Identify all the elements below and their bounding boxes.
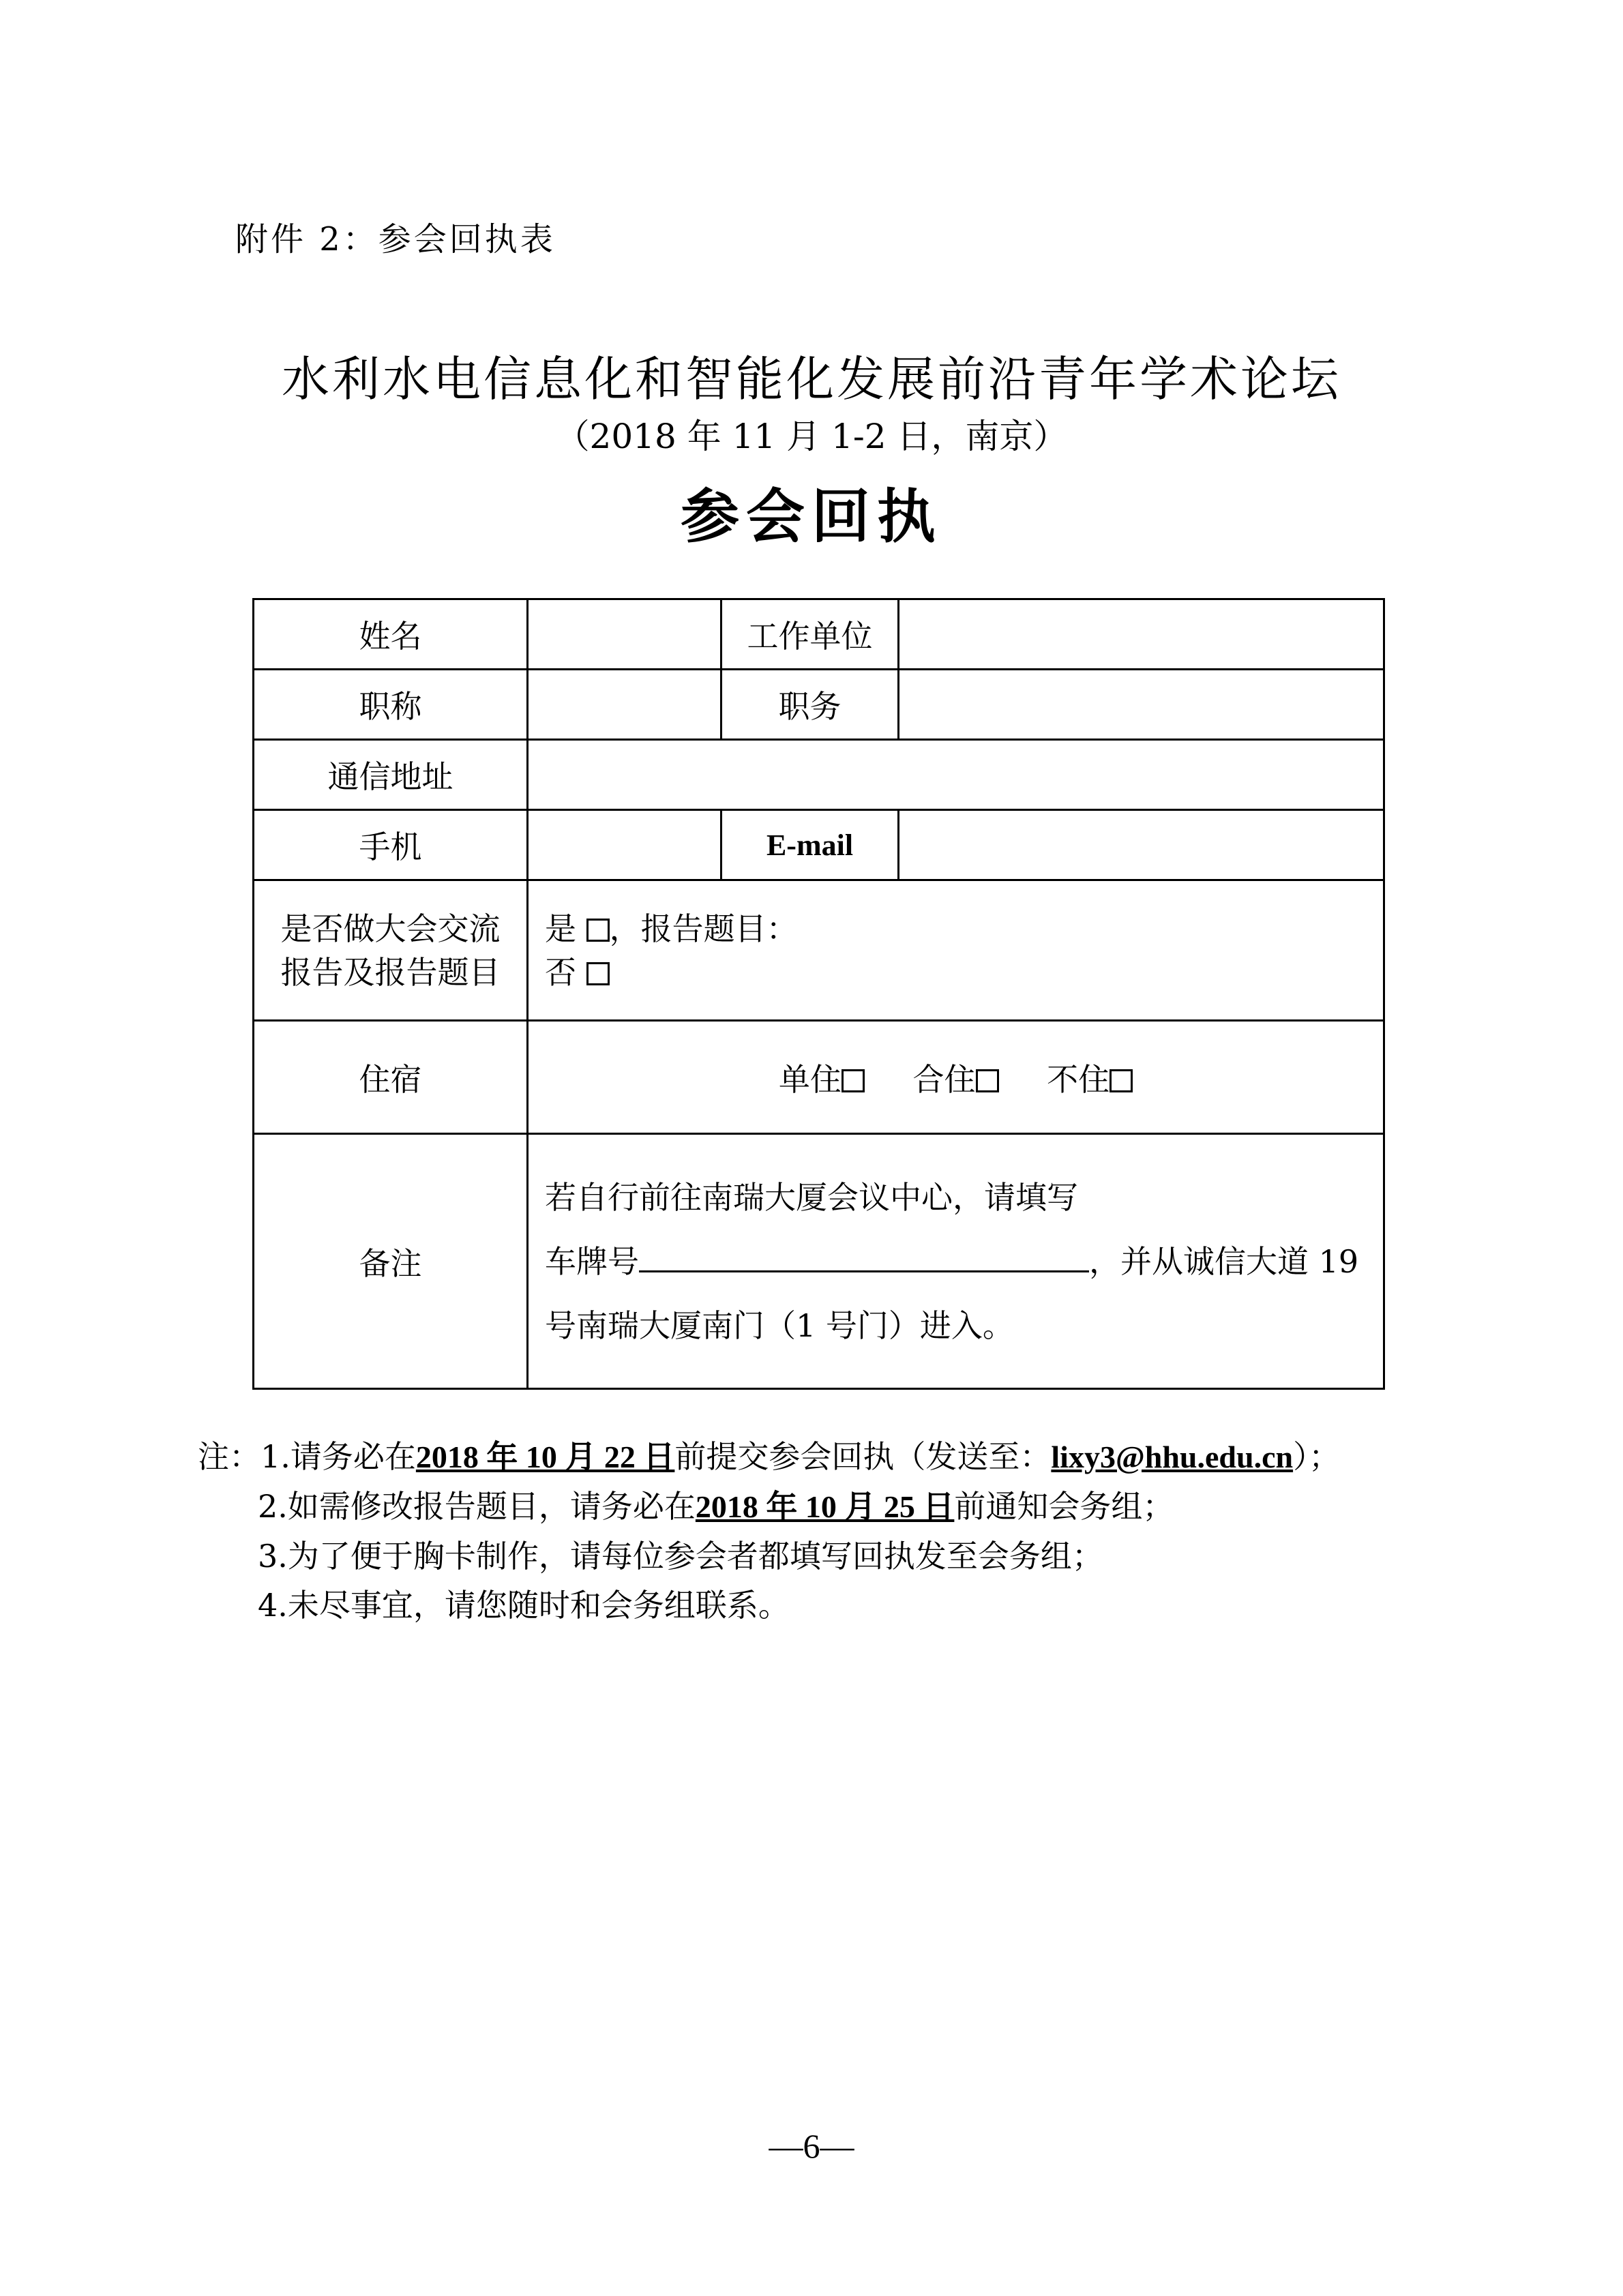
note-3: 3.为了便于胸卡制作，请每位参会者都填写回执发至会务组； <box>258 1538 1103 1575</box>
note-1 <box>198 1432 1340 1482</box>
email-label: E-mail <box>721 810 899 880</box>
form-row-lodging <box>254 1021 1384 1134</box>
report-yes-checkbox[interactable] <box>586 919 610 942</box>
remarks-label: 备注 <box>254 1134 528 1389</box>
deadline-date-1: 2018 年 10 月 22 日 <box>415 1440 675 1474</box>
note-2-text: 2.如需修改报告题目，请务必在 <box>258 1488 696 1525</box>
form-row-contact <box>254 810 1384 880</box>
work-unit-label: 工作单位 <box>721 599 899 670</box>
plate-number-label: 车牌号 <box>545 1242 639 1280</box>
lodging-label: 住宿 <box>254 1021 528 1134</box>
form-row-title <box>254 670 1384 740</box>
forum-title: 水利水电信息化和智能化发展前沿青年学术论坛 <box>282 351 1341 407</box>
work-unit-field[interactable] <box>899 599 1384 670</box>
lodging-shared-checkbox[interactable] <box>976 1069 999 1092</box>
note-1-text: 1.请务必在 <box>260 1438 416 1475</box>
lodging-none-label: 不住 <box>1047 1060 1110 1098</box>
lodging-none-checkbox[interactable] <box>1110 1069 1133 1092</box>
address-field[interactable] <box>528 740 1384 810</box>
note-1-mid: 前提交参会回执（发送至： <box>674 1438 1052 1475</box>
title-field[interactable] <box>528 670 721 740</box>
title-label: 职称 <box>254 670 528 740</box>
remarks-line1: 若自行前往南瑞大厦会议中心，请填写 <box>545 1178 1078 1216</box>
email-field[interactable] <box>899 810 1384 880</box>
report-label-line1: 是否做大会交流 <box>280 910 501 947</box>
contact-email-link[interactable]: lixy3@hhu.edu.cn <box>1051 1440 1294 1474</box>
note-4: 4.未尽事宜，请您随时和会务组联系。 <box>258 1587 790 1624</box>
lodging-single-checkbox[interactable] <box>842 1069 865 1092</box>
deadline-date-2: 2018 年 10 月 25 日 <box>695 1489 955 1524</box>
report-label <box>254 880 528 1021</box>
notes-section <box>198 1432 1340 1630</box>
form-row-report <box>254 880 1384 1021</box>
report-label-line2: 报告及报告题目 <box>280 953 501 991</box>
name-label: 姓名 <box>254 599 528 670</box>
note-2 <box>198 1482 1340 1532</box>
remarks-content <box>528 1134 1384 1389</box>
lodging-options <box>528 1021 1384 1134</box>
mobile-field[interactable] <box>528 810 721 880</box>
form-row-name <box>254 599 1384 670</box>
position-field[interactable] <box>899 670 1384 740</box>
form-row-address <box>254 740 1384 810</box>
remarks-line2-suffix: ，并从诚信大道 19 <box>1089 1242 1359 1280</box>
mobile-label: 手机 <box>254 810 528 880</box>
note-2-end: 前通知会务组； <box>954 1488 1174 1525</box>
name-field[interactable] <box>528 599 721 670</box>
report-no-label: 否 <box>545 953 576 991</box>
plate-number-field[interactable] <box>639 1243 1089 1272</box>
note-1-end: ）； <box>1293 1438 1341 1475</box>
forum-date-location: （2018 年 11 月 1-2 日，南京） <box>555 417 1068 456</box>
report-yes-label: 是 <box>545 910 576 947</box>
remarks-line3: 号南瑞大厦南门（1 号门）进入。 <box>545 1307 1014 1344</box>
notes-prefix: 注： <box>198 1438 260 1475</box>
position-label: 职务 <box>721 670 899 740</box>
report-no-checkbox[interactable] <box>586 962 610 985</box>
report-title-prompt: ，报告题目： <box>609 910 798 947</box>
form-row-remarks <box>254 1134 1384 1389</box>
lodging-single-label: 单住 <box>778 1060 842 1098</box>
registration-form-table <box>252 598 1385 1390</box>
address-label: 通信地址 <box>254 740 528 810</box>
report-options <box>528 880 1384 1021</box>
lodging-shared-label: 合住 <box>912 1060 976 1098</box>
attachment-label: 附件 2：参会回执表 <box>235 220 556 258</box>
page-number: —6— <box>769 2127 854 2165</box>
page-heading: 参会回执 <box>681 482 942 551</box>
